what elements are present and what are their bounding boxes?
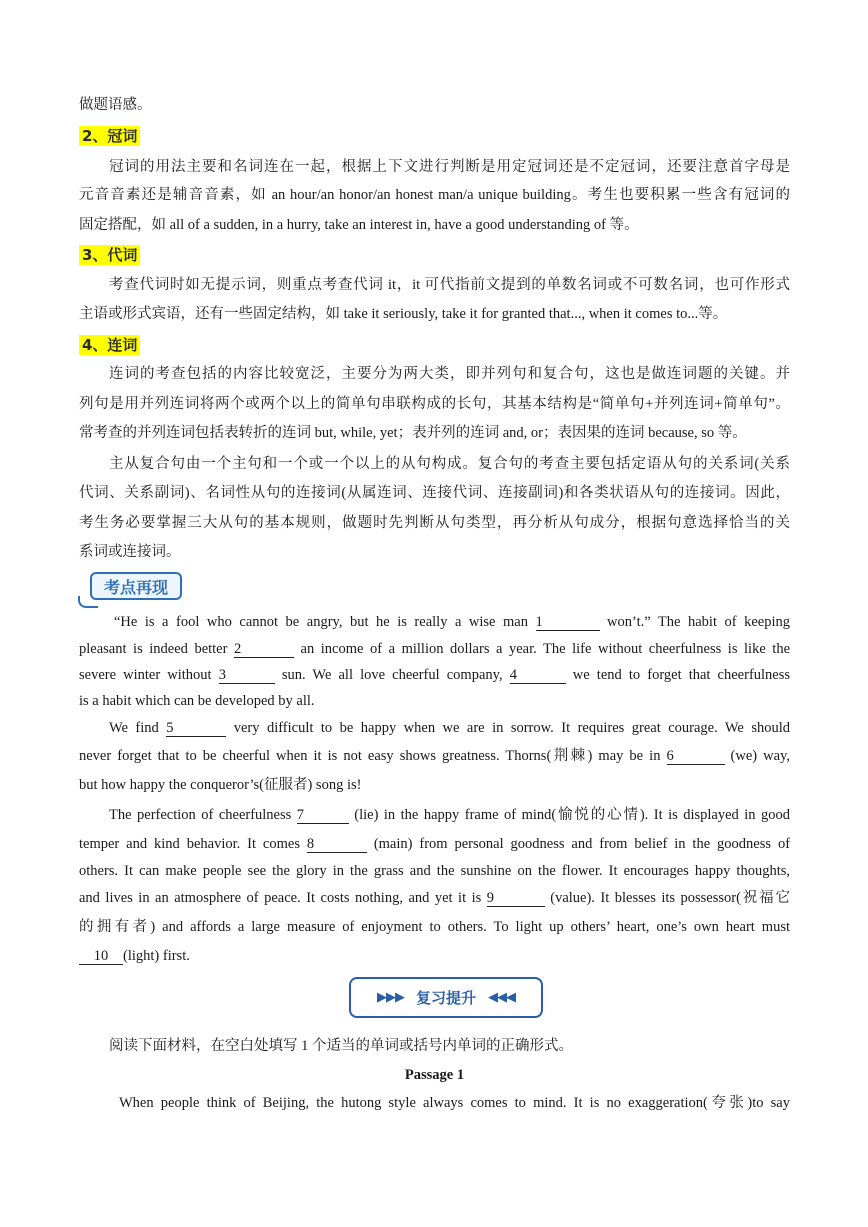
passage-line: When people think of Beijing, the hutong style always comes to mind. It is no exaggeration(夸张)to say: [119, 1095, 790, 1111]
passage-line: never forget that to be cheerful when it is not easy shows greatness. Thorns(荆棘) may be in 6 (we) way,: [79, 748, 790, 764]
triangle-left-icon: ◀◀◀: [488, 990, 515, 1005]
section-heading-pronouns: 3、代词: [79, 245, 140, 265]
paragraph-line: 主语或形式宾语，还有一些固定结构，如 take it seriously, take it for granted that..., when it comes to...等。: [79, 306, 728, 322]
passage-line: others. It can make people see the glory in the grass and the sunshine on the flower. It encourages happy thoughts,: [79, 863, 790, 879]
paragraph-line: 连词的考查包括的内容比较宽泛，主要分为两大类，即并列句和复合句，这也是做连词题的关键。并: [109, 366, 790, 382]
passage-line: severe winter without 3 sun. We all love cheerful company, 4 we tend to forget that cheerfulness: [79, 667, 790, 683]
passage-line: is a habit which can be developed by all.: [79, 693, 315, 709]
review-banner-label: 复习提升: [415, 989, 476, 1007]
paragraph-line: 系词或连接词。: [79, 544, 181, 560]
passage-line: temper and kind behavior. It comes 8 (main) from personal goodness and from belief in the goodness of: [79, 836, 790, 852]
section-heading-articles: 2、冠词: [79, 126, 140, 146]
review-banner: [349, 977, 543, 1018]
passage-line: and lives in an atmosphere of peace. It costs nothing, and yet it is 9 (value). It blesses its possessor(祝福它: [79, 890, 790, 906]
passage-line: pleasant is indeed better 2 an income of a million dollars a year. The life without cheerfulness is like the: [79, 641, 790, 657]
paragraph-line: 固定搭配，如 all of a sudden, in a hurry, take an interest in, have a good understanding of 等。: [79, 217, 639, 233]
instruction-text: 阅读下面材料，在空白处填写 1 个适当的单词或括号内单词的正确形式。: [109, 1038, 573, 1054]
paragraph-line: 列句是用并列连词将两个或两个以上的简单句串联构成的长句，其基本结构是“简单句+并列连词+简单句”。: [79, 396, 790, 412]
paragraph-line: 考查代词时如无提示词，则重点考查代词 it，it 可代指前文提到的单数名词或不可数名词，也可作形式: [109, 277, 790, 293]
blank-8[interactable]: 8: [307, 837, 367, 853]
passage-line: “He is a fool who cannot be angry, but he is really a wise man 1 won’t.” The habit of keeping: [114, 614, 790, 630]
passage-line: 10 (light) first.: [79, 947, 790, 965]
blank-1[interactable]: 1: [536, 615, 600, 631]
blank-4[interactable]: 4: [510, 668, 566, 684]
blank-2[interactable]: 2: [234, 642, 294, 658]
paragraph-line: 考生务必要掌握三大从句的基本规则，做题时先判断从句类型，再分析从句成分，根据句意选择恰当的关: [79, 515, 790, 531]
blank-9[interactable]: 9: [487, 891, 545, 907]
blank-7[interactable]: 7: [297, 808, 349, 824]
paragraph-line: 常考查的并列连词包括表转折的连词 but, while, yet；表并列的连词 and, or；表因果的连词 because, so 等。: [79, 425, 747, 441]
paragraph-line: 主从复合句由一个主句和一个或一个以上的从句构成。复合句的考查主要包括定语从句的关系词(关系: [109, 456, 790, 472]
passage-line: but how happy the conqueror’s(征服者) song is!: [79, 777, 362, 793]
paragraph-line: 冠词的用法主要和名词连在一起，根据上下文进行判断是用定冠词还是不定冠词，还要注意首字母是: [109, 159, 790, 175]
passage-line: We find 5 very difficult to be happy when we are in sorrow. It requires great courage. We should: [109, 720, 790, 736]
section-badge: 考点再现: [90, 572, 182, 600]
section-heading-conjunctions: 4、连词: [79, 335, 140, 355]
passage-line: The perfection of cheerfulness 7 (lie) in the happy frame of mind(愉悦的心情). It is displayed in good: [109, 807, 790, 823]
passage-line: 的拥有者) and affords a large measure of enjoyment to others. To light up others’ heart, one’s own heart must: [79, 919, 790, 935]
blank-6[interactable]: 6: [667, 749, 725, 765]
passage-title: Passage 1: [404, 1067, 465, 1083]
blank-3[interactable]: 3: [219, 668, 275, 684]
blank-5[interactable]: 5: [166, 721, 226, 737]
paragraph-line: 元音音素还是辅音音素，如 an hour/an honor/an honest man/a unique building。考生也要积累一些含有冠词的: [79, 187, 790, 203]
triangle-right-icon: ▶▶▶: [376, 990, 404, 1005]
blank-10[interactable]: 10: [79, 949, 123, 965]
intro-text: 做题语感。: [79, 97, 152, 113]
paragraph-line: 代词、关系副词)、名词性从句的连接词(从属连词、连接代词、连接副词)和各类状语从句的连接词。因此，: [79, 485, 790, 501]
